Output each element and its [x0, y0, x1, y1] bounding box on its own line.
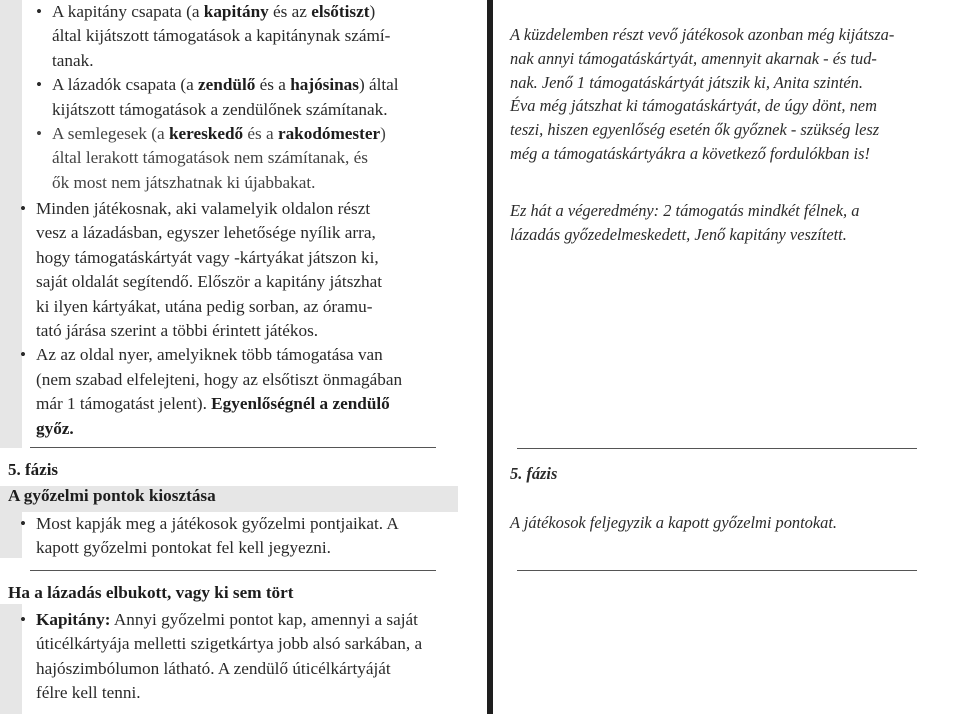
phase-title: A győzelmi pontok kiosztása: [8, 486, 216, 505]
example-line: Éva még játszhat ki támogatáskártyát, de úgy dönt, nem: [510, 96, 877, 116]
list-item-line: kapott győzelmi pontokat fel kell jegyezni.: [36, 538, 331, 558]
list-item-line: tató járása szerint a többi érintett játékos.: [36, 321, 319, 341]
victory-points-rule: [20, 512, 445, 561]
list-item-line: kijátszott támogatások a zendülőnek számítanak.: [52, 99, 388, 119]
bullet-icon: •: [20, 199, 27, 218]
example-phase-text: A játékosok feljegyzik a kapott győzelmi pontokat.: [510, 513, 837, 532]
list-item-line: által kijátszott támogatások a kapitánynak számí-: [52, 26, 391, 46]
section-divider: [30, 570, 436, 571]
list-item-line: ők most nem játszhatnak ki újabbakat.: [52, 172, 316, 192]
section-divider: [517, 570, 917, 571]
left-column: [0, 0, 462, 714]
example-line: nak. Jenő 1 támogatáskártyát játszik ki, Anita szintén.: [510, 72, 863, 92]
example-line: nak annyi támogatáskártyát, amennyit akarnak - és tud-: [510, 48, 877, 68]
list-item: [36, 73, 445, 122]
list-item-line: győz.: [36, 418, 74, 438]
bullet-icon: •: [36, 124, 43, 144]
phase-number: 5. fázis: [8, 460, 59, 479]
list-item-line: A lázadók csapata (a zendülő és a hajósinas) által: [52, 75, 399, 95]
list-item-line: úticélkártyája melletti szigetkártya jobb alsó sarkában, a: [36, 634, 423, 654]
list-item-line: félre kell tenni.: [36, 683, 141, 703]
example-line: teszi, hiszen egyenlőség esetén ők győznek - szükség lesz: [510, 120, 880, 140]
margin-strip: [0, 604, 22, 714]
list-item-line: hogy támogatáskártyát vagy -kártyákat játszon ki,: [36, 247, 379, 267]
example-line: lázadás győzedelmeskedett, Jenő kapitány veszített.: [510, 224, 847, 244]
list-item: [36, 122, 445, 195]
margin-strip: [0, 508, 22, 558]
section-divider: [30, 447, 436, 448]
list-item-line: Az az oldal nyer, amelyiknek több támogatása van: [36, 345, 383, 365]
section-divider: [517, 448, 917, 449]
example-line: Ez hát a végeredmény: 2 támogatás mindkét félnek, a: [510, 201, 860, 220]
list-item-line: A kapitány csapata (a kapitány és az elsőtiszt): [52, 2, 376, 21]
example-phase-number: 5. fázis: [510, 464, 558, 483]
list-item-line: (nem szabad elfelejteni, hogy az elsőtiszt önmagában: [36, 369, 403, 389]
list-item-line: A semlegesek (a kereskedő és a rakodómester): [52, 124, 386, 144]
margin-strip: [0, 0, 22, 448]
list-item: [20, 343, 445, 441]
list-item-line: ki ilyen kártyákat, utána pedig sorban, az óramu-: [36, 296, 373, 316]
list-item-line: hajószimbólumon látható. A zendülő úticélkártyáját: [36, 658, 391, 678]
example-line: még a támogatáskártyákra a következő fordulókban is!: [510, 143, 870, 163]
list-item-line: saját oldalát segítendő. Először a kapitány játszhat: [36, 272, 383, 292]
bullet-icon: •: [20, 514, 27, 533]
support-rules-list: [20, 0, 445, 195]
player-turn-rule: [20, 197, 445, 441]
example-result: [510, 199, 950, 247]
list-item: [20, 512, 445, 561]
list-item-line: tanak.: [52, 50, 94, 70]
example-paragraph: [510, 23, 950, 166]
list-item: [20, 197, 445, 343]
list-item-line: Minden játékosnak, aki valamelyik oldalon részt: [36, 199, 371, 218]
list-item: [20, 608, 445, 706]
bullet-icon: •: [36, 75, 43, 95]
bullet-icon: •: [20, 610, 27, 629]
list-item-line: vesz a lázadásban, egyszer lehetősége nyílik arra,: [36, 223, 376, 243]
bullet-icon: •: [20, 345, 27, 365]
list-item-line: által lerakott támogatások nem számítanak, és: [52, 148, 368, 168]
list-item: [36, 0, 445, 73]
bullet-icon: •: [36, 2, 43, 21]
section-title: Ha a lázadás elbukott, vagy ki sem tört: [8, 583, 294, 602]
list-item-line: Most kapják meg a játékosok győzelmi pontjaikat. A: [36, 514, 399, 533]
list-item-line: már 1 támogatást jelent). Egyenlőségnél a zendülő: [36, 394, 390, 414]
column-divider: [487, 0, 493, 714]
list-item-line: Kapitány: Annyi győzelmi pontot kap, amennyi a saját: [36, 610, 418, 629]
failed-mutiny-rule: [20, 608, 445, 706]
example-line: A küzdelemben részt vevő játékosok azonban még kijátsza-: [510, 25, 895, 44]
